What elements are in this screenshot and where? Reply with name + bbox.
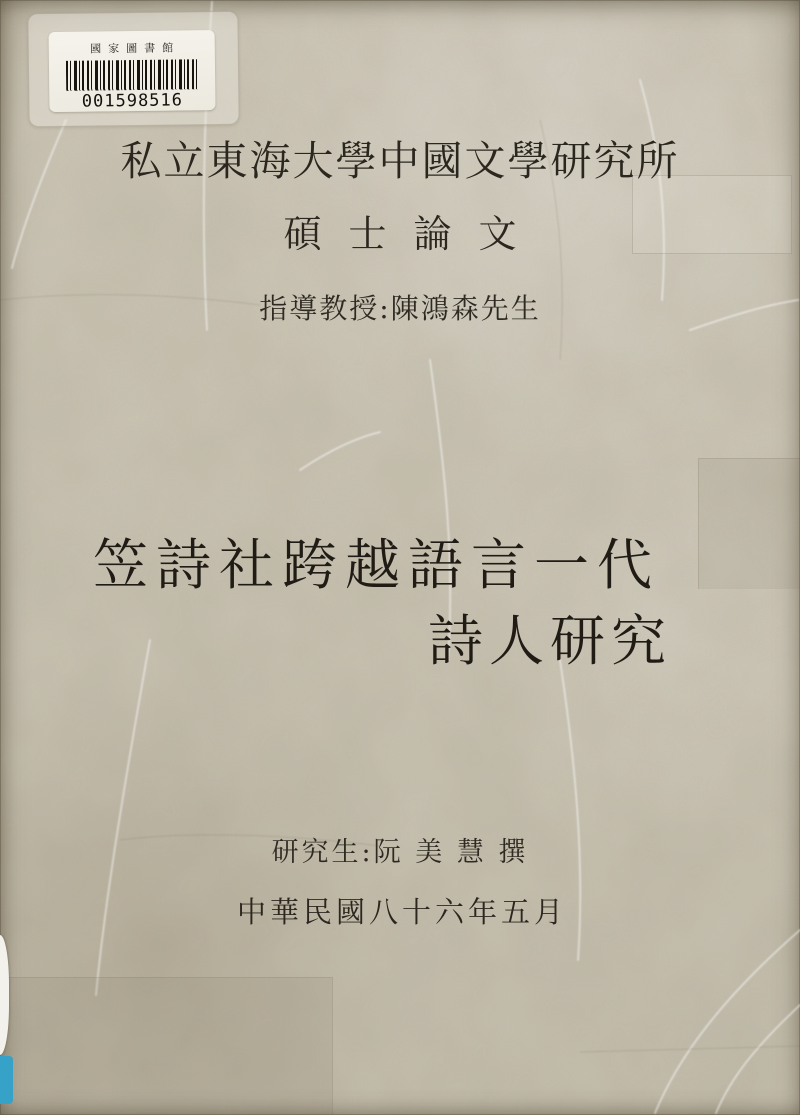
library-barcode-label xyxy=(27,11,239,128)
library-name: 國家圖書館 xyxy=(90,41,181,56)
tape-patch-mid-right xyxy=(698,458,800,589)
advisor-line: 指導教授:陳鴻森先生 xyxy=(259,292,541,325)
degree-type: 碩士論文 xyxy=(283,212,544,256)
author-line: 研究生:阮 美 慧 撰 xyxy=(271,837,529,868)
binding-accent-mark xyxy=(0,1056,13,1104)
institution-name: 私立東海大學中國文學研究所 xyxy=(120,137,680,185)
barcode-sticker xyxy=(49,30,216,112)
thesis-title-line-2: 詩人研究 xyxy=(428,609,673,673)
barcode-number: 001598516 xyxy=(81,90,184,112)
date-line: 中華民國八十六年五月 xyxy=(236,895,567,929)
thesis-title-line-1: 笠詩社跨越語言一代 xyxy=(93,533,661,597)
barcode-icon xyxy=(66,59,198,91)
paper-seam-bottom-left xyxy=(0,977,333,1115)
